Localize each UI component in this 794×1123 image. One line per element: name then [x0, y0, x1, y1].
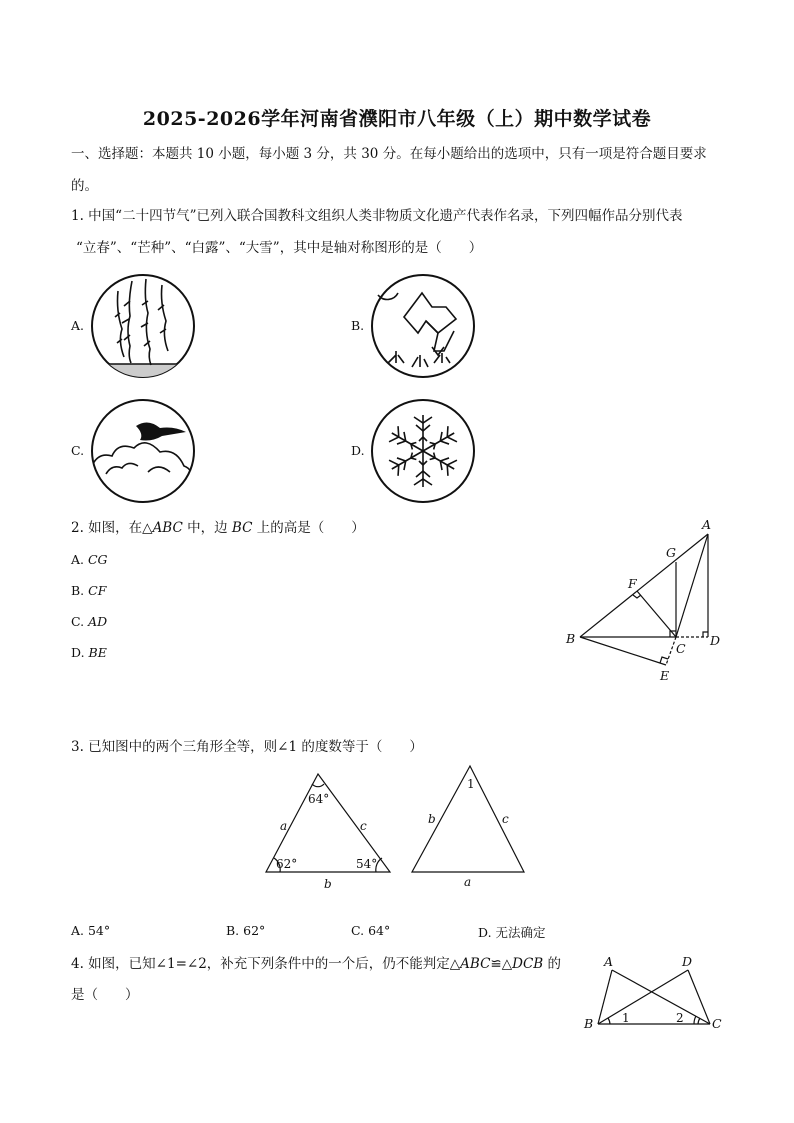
q1-option-d-label: D.: [351, 443, 365, 458]
q1-option-c-label: C.: [71, 443, 85, 458]
q3-tri2-side-a: a: [464, 875, 472, 889]
q2-option-a: A. CG: [71, 552, 108, 567]
q3-option-b: B. 62°: [226, 923, 266, 938]
q1-option-b-label: B.: [351, 318, 365, 333]
q1-stem-line2: “立春”、“芒种”、“白露”、“大雪”，其中是轴对称图形的是（ ）: [76, 240, 483, 256]
q1-figure-d-snowflake: [368, 396, 478, 506]
q2-option-b: B. CF: [71, 583, 107, 598]
q3-tri1-right-angle: 54°: [356, 857, 378, 871]
q4-label-b: B: [584, 1016, 594, 1031]
q2-label-e: E: [660, 668, 670, 683]
q4-stem-line1: 4. 如图，已知∠1=∠2，补充下列条件中的一个后，仍不能判定△ABC≌△DCB 的: [71, 956, 561, 972]
q4-label-a: A: [604, 954, 614, 969]
q1-figure-b-crystals: [368, 271, 478, 381]
q2-label-a: A: [702, 517, 712, 532]
section-instructions-line1: 一、选择题：本题共 10 小题，每小题 3 分，共 30 分。在每小题给出的选项中，只有一项是符合题目要求: [71, 146, 707, 162]
q3-stem: 3. 已知图中的两个三角形全等，则∠1 的度数等于（ ）: [71, 739, 423, 755]
q4-label-c: C: [712, 1016, 722, 1031]
q2-option-c: C. AD: [71, 614, 108, 629]
q3-tri2-side-c: c: [502, 812, 509, 826]
q1-figure-c-bird-clouds: [88, 396, 198, 506]
q4-stem-line2: 是（ ）: [71, 987, 139, 1003]
q3-figure-congruent-triangles: [258, 762, 538, 892]
q3-tri1-top-angle: 64°: [308, 792, 330, 806]
q4-label-d: D: [682, 954, 693, 969]
q3-option-c: C. 64°: [351, 923, 391, 938]
q2-stem: [71, 518, 365, 538]
q2-figure-triangle-heights: [560, 512, 735, 687]
q2-stem-suffix: 上的高是（ ）: [252, 520, 365, 536]
q2-stem-mid: 中，边: [182, 520, 232, 536]
q3-tri1-side-a: a: [280, 819, 288, 833]
q3-tri2-angle-1: 1: [467, 777, 475, 791]
q3-tri1-side-b: b: [324, 877, 332, 891]
q2-option-d: D. BE: [71, 645, 107, 660]
q2-stem-bc: BC: [231, 520, 253, 536]
q1-option-a-label: A.: [71, 318, 85, 333]
q4-angle-2: 2: [676, 1011, 684, 1025]
q2-stem-prefix: 2. 如图，在△: [71, 520, 153, 536]
q4-angle-1: 1: [622, 1011, 630, 1025]
q4-figure-quadrilateral: [578, 952, 728, 1038]
q1-stem-line1: 1. 中国“二十四节气”已列入联合国教科文组织人类非物质文化遗产代表作名录，下列四幅作品分别代表: [71, 208, 683, 224]
q2-label-g: G: [666, 545, 676, 560]
q2-stem-abc: ABC: [152, 520, 183, 536]
section-instructions-line2: 的。: [71, 178, 98, 194]
q2-label-c: C: [676, 641, 686, 656]
q2-label-b: B: [566, 631, 576, 646]
q3-tri1-side-c: c: [360, 819, 367, 833]
page-title: 2025-2026学年河南省濮阳市八年级（上）期中数学试卷: [142, 108, 652, 130]
q3-option-a: A. 54°: [71, 923, 111, 938]
q2-label-d: D: [710, 633, 721, 648]
q3-tri2-side-b: b: [428, 812, 436, 826]
q3-option-d: D. 无法确定: [478, 925, 546, 940]
q3-tri1-left-angle: 62°: [276, 857, 298, 871]
q2-label-f: F: [628, 576, 637, 591]
q1-figure-a-willow: [88, 271, 198, 381]
